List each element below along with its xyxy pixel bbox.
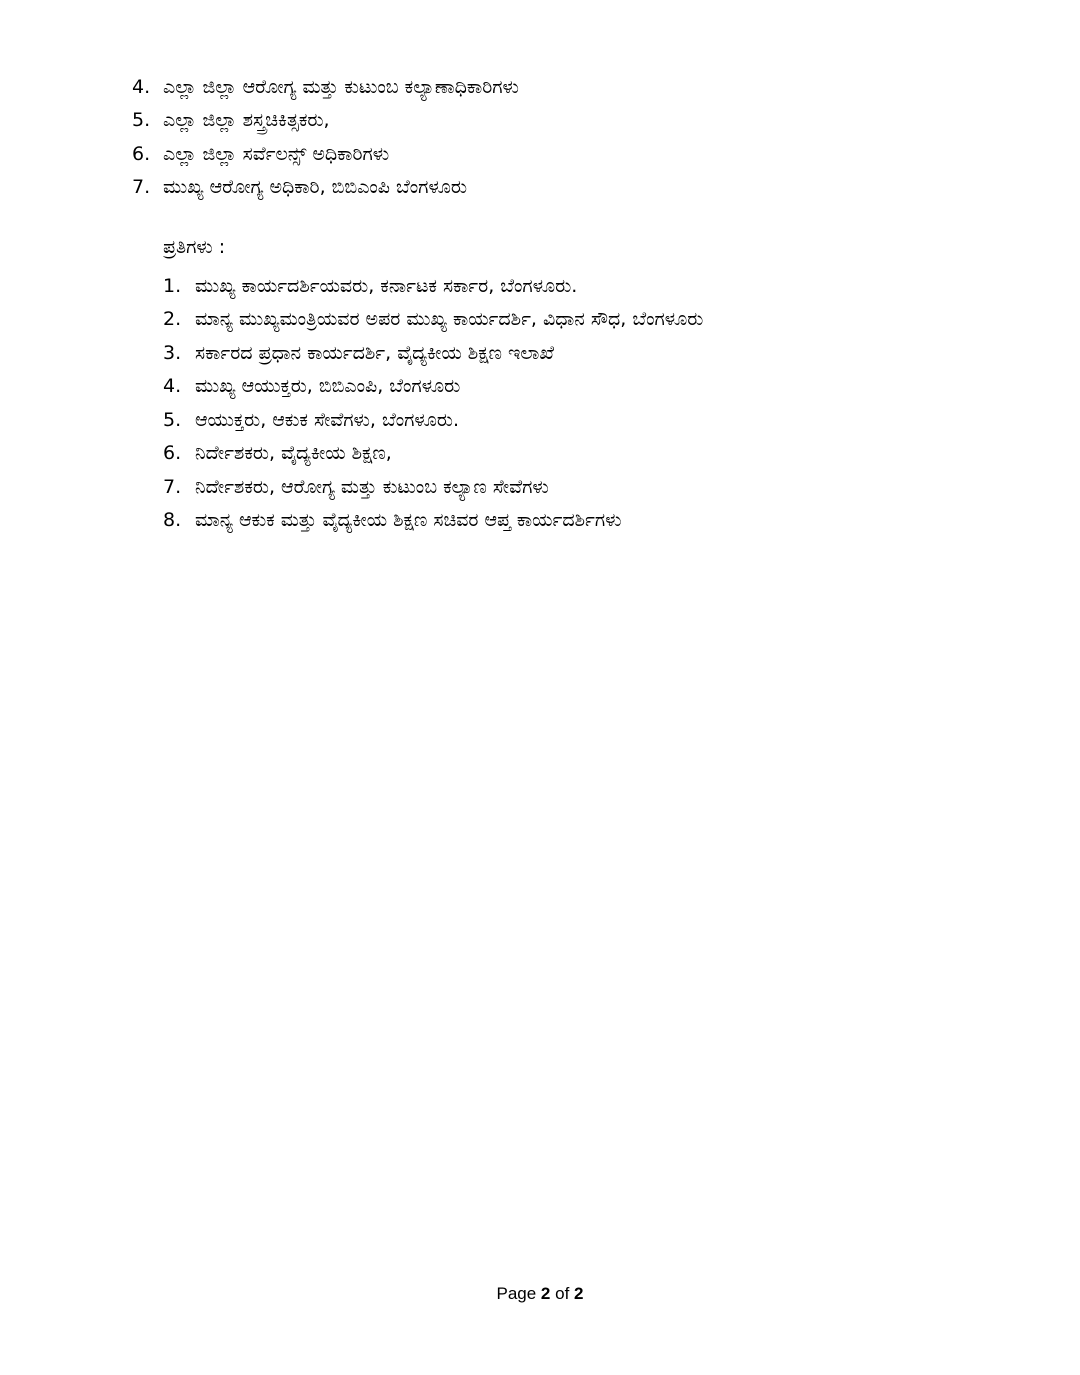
- item-text: ಮುಖ್ಯ ಆರೋಗ್ಯ ಅಧಿಕಾರಿ, ಬಿಬಿಎಂಪಿ ಬೆಂಗಳೂರು: [163, 176, 467, 199]
- item-number: 7.: [163, 475, 182, 498]
- item-number: 7.: [132, 176, 151, 199]
- recipients-list: [132, 70, 519, 204]
- item-number: 2.: [163, 308, 182, 331]
- page-word: Page: [496, 1284, 537, 1303]
- item-number: 1.: [163, 274, 182, 297]
- of-word: of: [555, 1284, 570, 1303]
- list-item: [163, 303, 703, 337]
- list-item: [163, 437, 703, 471]
- list-item: [132, 171, 519, 205]
- item-number: 6.: [132, 142, 151, 165]
- item-text: ನಿರ್ದೇಶಕರು, ವೈದ್ಯಕೀಯ ಶಿಕ್ಷಣ,: [195, 442, 392, 465]
- current-page-number: 2: [540, 1284, 551, 1303]
- item-text: ಎಲ್ಲಾ ಜಿಲ್ಲಾ ಆರೋಗ್ಯ ಮತ್ತು ಕುಟುಂಬ ಕಲ್ಯಾಣಾಧಿಕಾರಿಗಳು: [163, 75, 519, 98]
- item-text: ಆಯುಕ್ತರು, ಆಕುಕ ಸೇವೆಗಳು, ಬೆಂಗಳೂರು.: [195, 408, 459, 431]
- list-item: [163, 504, 703, 538]
- copies-heading: ಪ್ರತಿಗಳು :: [163, 236, 226, 258]
- list-item: [163, 269, 703, 303]
- list-item: [163, 470, 703, 504]
- item-text: ಎಲ್ಲಾ ಜಿಲ್ಲಾ ಸರ್ವೆಲನ್ಸ್ ಅಧಿಕಾರಿಗಳು: [163, 142, 390, 165]
- item-text: ಮಾನ್ಯ ಮುಖ್ಯಮಂತ್ರಿಯವರ ಅಪರ ಮುಖ್ಯ ಕಾರ್ಯದರ್ಶಿ, ವಿಧಾನ ಸೌಧ, ಬೆಂಗಳೂರು: [195, 308, 704, 331]
- item-text: ಸರ್ಕಾರದ ಪ್ರಧಾನ ಕಾರ್ಯದರ್ಶಿ, ವೈದ್ಯಕೀಯ ಶಿಕ್ಷಣ ಇಲಾಖೆ: [195, 341, 554, 364]
- list-item: [163, 370, 703, 404]
- item-text: ಮುಖ್ಯ ಕಾರ್ಯದರ್ಶಿಯವರು, ಕರ್ನಾಟಕ ಸರ್ಕಾರ, ಬೆಂಗಳೂರು.: [195, 274, 578, 297]
- item-number: 4.: [163, 375, 182, 398]
- item-text: ಮಾನ್ಯ ಆಕುಕ ಮತ್ತು ವೈದ್ಯಕೀಯ ಶಿಕ್ಷಣ ಸಚಿವರ ಆಪ್ತ ಕಾರ್ಯದರ್ಶಿಗಳು: [195, 509, 622, 532]
- item-number: 3.: [163, 341, 182, 364]
- item-text: ನಿರ್ದೇಶಕರು, ಆರೋಗ್ಯ ಮತ್ತು ಕುಟುಂಬ ಕಲ್ಯಾಣ ಸೇವೆಗಳು: [195, 475, 549, 498]
- list-item: [163, 336, 703, 370]
- list-item: [132, 137, 519, 171]
- copies-list: [163, 269, 703, 537]
- total-pages-number: 2: [574, 1284, 584, 1303]
- item-number: 8.: [163, 509, 182, 532]
- item-number: 5.: [132, 109, 151, 132]
- list-item: [163, 403, 703, 437]
- page-footer: [0, 1284, 1080, 1304]
- item-text: ಎಲ್ಲಾ ಜಿಲ್ಲಾ ಶಸ್ತ್ರಚಿಕಿತ್ಸಕರು,: [163, 109, 330, 132]
- list-item: [132, 104, 519, 138]
- item-number: 5.: [163, 408, 182, 431]
- item-text: ಮುಖ್ಯ ಆಯುಕ್ತರು, ಬಿಬಿಎಂಪಿ, ಬೆಂಗಳೂರು: [195, 375, 461, 398]
- list-item: [132, 70, 519, 104]
- item-number: 6.: [163, 442, 182, 465]
- item-number: 4.: [132, 75, 151, 98]
